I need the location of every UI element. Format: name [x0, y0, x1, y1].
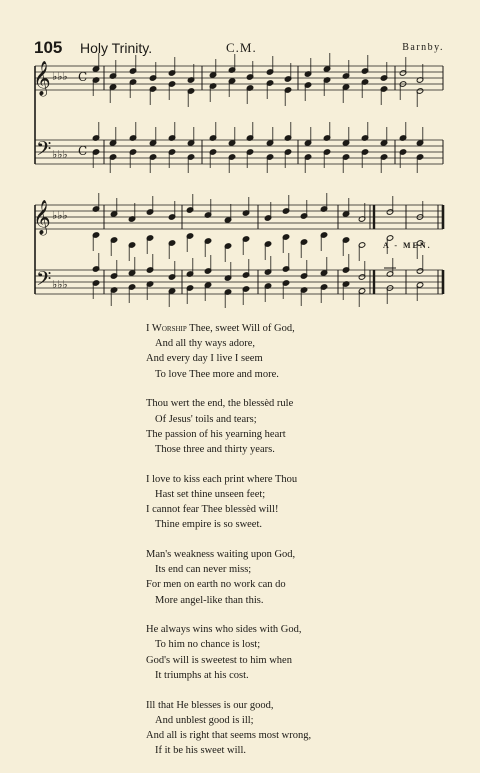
verse-text: Those three and thirty years. — [155, 443, 275, 455]
verse-line — [146, 593, 446, 608]
verse-text: Its end can never miss; — [155, 564, 252, 576]
verse-lead-word: I Worship — [146, 323, 187, 334]
verse-text: He always wins who sides with God, — [146, 624, 302, 636]
verse-line — [146, 728, 446, 743]
verse-line — [146, 351, 446, 366]
verse-text: Man's weakness waiting upon God, — [146, 548, 296, 560]
verse-1 — [146, 321, 446, 382]
verse-line — [146, 502, 446, 517]
hymn-verses — [146, 321, 446, 773]
verse-line — [146, 442, 446, 457]
verse-text: To him no chance is lost; — [155, 639, 261, 651]
verse-text: If it be his sweet will. — [155, 745, 246, 757]
verse-text: More angel-like than this. — [155, 594, 264, 606]
verse-text: Ill that He blesses is our good, — [146, 699, 274, 711]
hymn-title: Holy Trinity. — [80, 40, 153, 56]
verse-text: To love Thee more and more. — [155, 368, 279, 380]
hymn-number: 105 — [34, 38, 63, 57]
verse-line — [146, 367, 446, 382]
verse-line — [146, 743, 446, 758]
verse-line — [146, 577, 446, 592]
verse-line — [146, 336, 446, 351]
key-signature: ♭♭♭ — [52, 209, 68, 222]
verse-line — [146, 321, 446, 336]
verse-5 — [146, 622, 446, 683]
verse-text: And every day I live I seem — [146, 353, 263, 365]
verse-text: The passion of his yearning heart — [146, 428, 286, 440]
key-signature: ♭♭♭ — [52, 70, 68, 83]
verse-text: And all thy ways adore, — [155, 338, 256, 350]
bass-clef-icon: 𝄢 — [36, 267, 52, 295]
verse-line — [146, 653, 446, 668]
verse-line — [146, 698, 446, 713]
verse-text: For men on earth no work can do — [146, 579, 286, 591]
verse-text: I cannot fear Thee blessèd will! — [146, 504, 279, 516]
verse-line — [146, 412, 446, 427]
music-score — [0, 0, 480, 310]
amen-label: A - MEN. — [383, 241, 432, 250]
key-signature: ♭♭♭ — [52, 148, 68, 161]
verse-text: God's will is sweetest to him when — [146, 654, 292, 666]
verse-text: Of Jesus' toils and tears; — [155, 413, 257, 425]
hymn-meter: C.M. — [226, 40, 257, 55]
bass-clef-icon: 𝄢 — [36, 137, 52, 165]
verse-line — [146, 668, 446, 683]
verse-line — [146, 396, 446, 411]
verse-line — [146, 562, 446, 577]
verse-line — [146, 427, 446, 442]
hymn-composer: Barnby. — [402, 42, 444, 53]
verse-text: Hast set thine unseen feet; — [155, 488, 266, 500]
verse-text: And all is right that seems most wrong, — [146, 729, 312, 741]
verse-text: Thee, sweet Will of God, — [186, 323, 295, 334]
treble-clef-icon: 𝄞 — [33, 200, 51, 235]
verse-line — [146, 487, 446, 502]
verse-line — [146, 637, 446, 652]
verse-line — [146, 517, 446, 532]
time-signature: C — [78, 70, 88, 84]
verse-4 — [146, 547, 446, 608]
verse-line — [146, 713, 446, 728]
verse-text: And unblest good is ill; — [155, 714, 254, 726]
verse-line — [146, 622, 446, 637]
verse-line — [146, 472, 446, 487]
time-signature: C — [78, 144, 88, 158]
treble-clef-icon: 𝄞 — [33, 61, 51, 96]
verse-3 — [146, 472, 446, 533]
verse-text: It triumphs at his cost. — [155, 669, 249, 681]
verse-text: I love to kiss each print where Thou — [146, 473, 298, 485]
verse-6 — [146, 698, 446, 759]
key-signature: ♭♭♭ — [52, 278, 68, 291]
verse-text: Thou wert the end, the blessèd rule — [146, 398, 294, 410]
verse-line — [146, 547, 446, 562]
verse-2 — [146, 396, 446, 457]
verse-text: Thine empire is so sweet. — [155, 519, 263, 531]
